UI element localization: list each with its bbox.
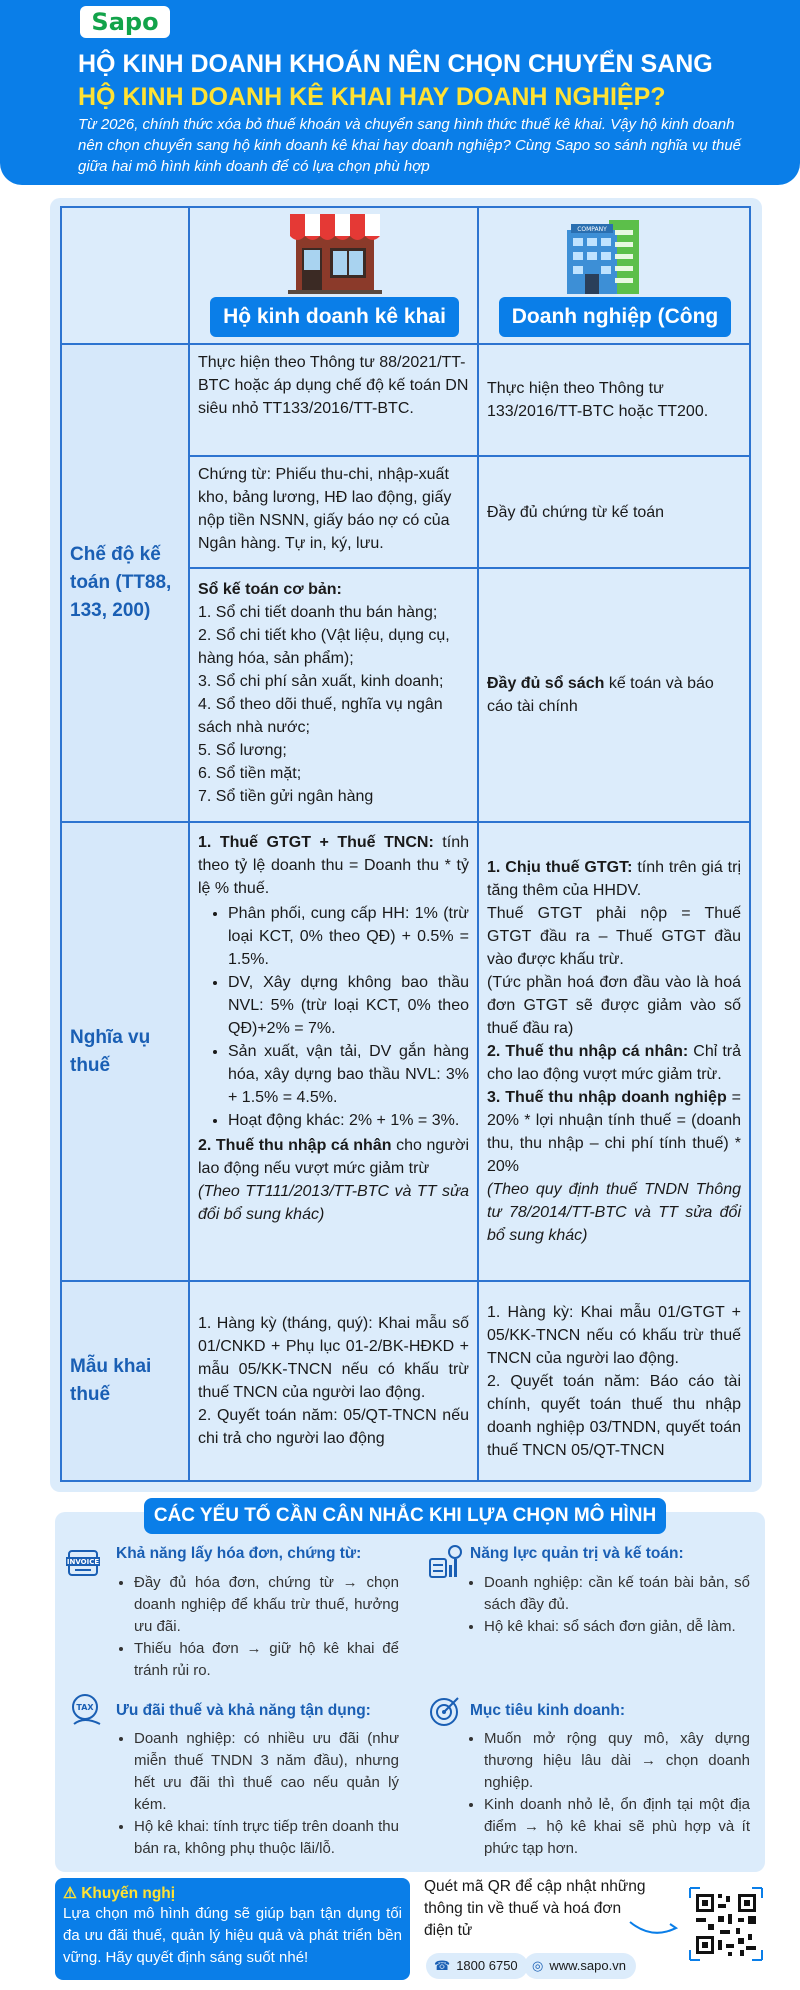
row-label-forms: Mẫu khai thuế (60, 1280, 190, 1482)
book-item: 5. Sổ lương; (198, 742, 287, 759)
tax-rate-item: • DV, Xây dựng không bao thầu NVL: 5% (trừ loại KCT, 0% theo QĐ)+2% = 7%. (228, 971, 469, 1040)
forms-col2 (477, 1280, 751, 1482)
shop-icon (286, 212, 384, 294)
list-item: • Hộ kê khai: sổ sách đơn giản, dễ làm. (484, 1616, 750, 1638)
company-building-icon (561, 212, 645, 296)
tax-col2-p2-bold: 2. Thuế thu nhập cá nhân: (487, 1043, 689, 1060)
books-col2-bold: Đầy đủ sổ sách (487, 675, 605, 692)
list-item: • Doanh nghiệp: có nhiều ưu đãi (như miễn thuế TNDN 3 năm đầu), nhưng hết ưu đãi thì thuế cao nếu quản lý kém. (134, 1728, 399, 1816)
advice-text: Lựa chọn mô hình đúng sẽ giúp bạn tận dụng tối đa ưu đãi thuế, quản lý hiệu quả và phát triển bền vững. Hãy quyết định sáng suốt nhé! (63, 1905, 402, 1966)
tax-col1-p1-rest: tính theo tỷ lệ doanh thu = Doanh thu * tỷ lệ % thuế. (198, 834, 469, 897)
qr-code[interactable] (688, 1886, 764, 1962)
tax-icon-label: TAX (76, 1703, 94, 1712)
factor-goal-list (466, 1728, 750, 1860)
arrow-icon (628, 1918, 680, 1938)
invoice-icon-label: INVOICE (66, 1558, 100, 1566)
col2-header (477, 206, 751, 345)
title-line-1: HỘ KINH DOANH KHOÁN NÊN CHỌN CHUYỂN SANG (78, 50, 713, 78)
website-link: www.sapo.vn (549, 1958, 626, 1973)
books-col2-rest: kế toán và báo cáo tài chính (487, 675, 714, 715)
phone-icon: ☎ (434, 1958, 451, 1973)
tax-col2-p1-rest: tính trên giá trị tăng thêm của HHDV. (487, 859, 741, 899)
factor-management-list (466, 1572, 750, 1638)
tax-rate-list (218, 902, 469, 1132)
vouchers-col2: Đầy đủ chứng từ kế toán (477, 455, 751, 569)
table-corner-cell (60, 206, 190, 345)
row-label-tax: Nghĩa vụ thuế (60, 821, 190, 1282)
tax-col2-note: (Theo quy định thuế TNDN Thông tư 78/2014/TT-BTC và TT sửa đổi bổ sung khác) (487, 1181, 741, 1244)
tax-rate-item: • Sản xuất, vận tải, DV gắn hàng hóa, xây dựng bao thầu NVL: 3% + 1.5% = 4.5%. (228, 1040, 469, 1109)
factor-invoice-heading: Khả năng lấy hóa đơn, chứng từ: (116, 1545, 362, 1562)
col1-label: Hộ kinh doanh kê khai (210, 297, 459, 337)
accounting-regime-col1: Thực hiện theo Thông tư 88/2021/TT-BTC hoặc áp dụng chế độ kế toán DN siêu nhỏ TT133/2016/TT-BTC. (188, 343, 479, 457)
books-col1 (188, 567, 479, 823)
list-item: • Đầy đủ hóa đơn, chứng từ → chọn doanh nghiệp để khấu trừ thuế, hưởng ưu đãi. (134, 1572, 399, 1638)
tax-col2-p1c: (Tức phần hoá đơn đầu vào là hoá đơn GTGT sẽ được giảm vào số thuế đầu ra) (487, 974, 741, 1037)
tax-col2-p1b: Thuế GTGT phải nộp = Thuế GTGT đầu ra – Thuế GTGT đầu vào được khấu trừ. (487, 905, 741, 968)
tax-col1-p2-bold: 2. Thuế thu nhập cá nhân (198, 1137, 392, 1154)
website-pill[interactable] (524, 1953, 636, 1979)
advice-box (55, 1878, 410, 1980)
tax-rate-item: • Phân phối, cung cấp HH: 1% (trừ loại KCT, 0% theo QĐ) + 0.5% = 1.5%. (228, 902, 469, 971)
tax-col1-note: (Theo TT111/2013/TT-BTC và TT sửa đổi bổ sung khác) (198, 1183, 469, 1223)
tax-icon (70, 1694, 104, 1728)
tax-col1-p2-rest: cho người lao động nếu vượt mức giảm trừ (198, 1137, 469, 1177)
book-item: 4. Sổ theo dõi thuế, nghĩa vụ ngân sách nhà nước; (198, 696, 443, 736)
books-col2 (477, 567, 751, 823)
factors-title: CÁC YẾU TỐ CẦN CÂN NHẮC KHI LỰA CHỌN MÔ HÌNH (144, 1498, 666, 1534)
tax-col2 (477, 821, 751, 1282)
tax-rate-item: • Hoạt động khác: 2% + 1% = 3%. (228, 1109, 469, 1132)
tax-col2-p3-bold: 3. Thuế thu nhập doanh nghiệp (487, 1089, 727, 1106)
list-item: • Kinh doanh nhỏ lẻ, ổn định tại một địa điểm → hộ kê khai sẽ phù hợp và ít phức tạp hơn. (484, 1794, 750, 1860)
book-item: 6. Sổ tiền mặt; (198, 765, 302, 782)
invoice-icon (66, 1545, 100, 1579)
sapo-logo[interactable]: Sapo (80, 6, 170, 38)
list-item: • Muốn mở rộng quy mô, xây dựng thương hiệu lâu dài → chọn doanh nghiệp. (484, 1728, 750, 1794)
intro-text: Từ 2026, chính thức xóa bỏ thuế khoán và chuyển sang hình thức thuế kê khai. Vậy hộ kinh doanh nên chọn chuyển sang hộ kinh doanh kê khai hay doanh nghiệp? Cùng Sapo so sánh nghĩa vụ thuế giữa hai mô hình kinh doanh để có lựa chọn phù hợp (78, 116, 742, 175)
tax-col2-p1-bold: 1. Chịu thuế GTGT: (487, 859, 633, 876)
forms-col1-item: 1. Hàng kỳ (tháng, quý): Khai mẫu số 01/CNKD + Phụ lục 01-2/BK-HĐKD + mẫu 05/KK-TNCN nếu có khấu trừ thuế TNCN của người lao động. (198, 1315, 469, 1401)
book-item: 7. Sổ tiền gửi ngân hàng (198, 788, 374, 805)
forms-col1 (188, 1280, 479, 1482)
col2-label: Doanh nghiệp (Công (499, 297, 731, 337)
tax-col2-p3-rest: = 20% * lợi nhuận tính thuế = (doanh thu, thu nhập – chi phí tính thuế) * 20% (487, 1089, 742, 1175)
factor-management-heading: Năng lực quản trị và kế toán: (470, 1545, 684, 1562)
factor-goal-heading: Mục tiêu kinh doanh: (470, 1702, 625, 1719)
header-banner (0, 0, 800, 185)
factor-incentive-heading: Ưu đãi thuế và khả năng tận dụng: (116, 1702, 371, 1719)
calculator-chart-icon (428, 1545, 462, 1579)
accounting-regime-col2: Thực hiện theo Thông tư 133/2016/TT-BTC hoặc TT200. (477, 343, 751, 457)
book-item: 2. Sổ chi tiết kho (Vật liệu, dụng cụ, hàng hóa, sản phẩm); (198, 627, 450, 667)
col1-header (188, 206, 479, 345)
qr-caption: Quét mã QR để cập nhật những thông tin về thuế và hoá đơn điện tử (424, 1878, 646, 1939)
tax-col1 (188, 821, 479, 1282)
forms-col2-item: 1. Hàng kỳ: Khai mẫu 01/GTGT + 05/KK-TNCN nếu có khấu trừ thuế TNCN của người lao động. (487, 1303, 741, 1367)
advice-heading: ⚠ Khuyến nghị (63, 1885, 176, 1902)
list-item: • Thiếu hóa đơn → giữ hộ kê khai để tránh rủi ro. (134, 1638, 399, 1682)
tax-col2-p2-rest: Chỉ trả cho lao động vượt mức giảm trừ. (487, 1043, 741, 1083)
factor-incentive-list (116, 1728, 399, 1860)
phone-pill[interactable] (426, 1953, 528, 1979)
globe-icon: ◎ (532, 1958, 544, 1973)
list-item: • Doanh nghiệp: cần kế toán bài bản, sổ sách đầy đủ. (484, 1572, 750, 1616)
title-line-2: HỘ KINH DOANH KÊ KHAI HAY DOANH NGHIỆP? (78, 83, 666, 111)
tax-col1-p1-bold: 1. Thuế GTGT + Thuế TNCN: (198, 834, 434, 851)
list-item: • Hộ kê khai: tính trực tiếp trên doanh thu bán ra, không phụ thuộc lãi/lỗ. (134, 1816, 399, 1860)
books-heading: Sổ kế toán cơ bản: (198, 581, 342, 598)
forms-col1-item: 2. Quyết toán năm: 05/QT-TNCN nếu chi trả cho người lao động (198, 1407, 469, 1447)
phone-number: 1800 6750 (456, 1958, 518, 1973)
company-sign: COMPANY (577, 226, 607, 233)
book-item: 1. Sổ chi tiết doanh thu bán hàng; (198, 604, 438, 621)
row-label-accounting: Chế độ kế toán (TT88, 133, 200) (60, 343, 190, 823)
factor-invoice-list (116, 1572, 399, 1682)
forms-col2-item: 2. Quyết toán năm: Báo cáo tài chính, quyết toán thuế thu nhập doanh nghiệp 03/TNDN, quyết toán thuế TNCN 05/QT-TNCN (487, 1372, 741, 1459)
book-item: 3. Sổ chi phí sản xuất, kinh doanh; (198, 673, 444, 690)
vouchers-col1: Chứng từ: Phiếu thu-chi, nhập-xuất kho, bảng lương, HĐ lao động, giấy nộp tiền NSNN, giấy báo nợ có của Ngân hàng. Tự in, ký, lưu. (188, 455, 479, 569)
target-icon (428, 1694, 462, 1728)
